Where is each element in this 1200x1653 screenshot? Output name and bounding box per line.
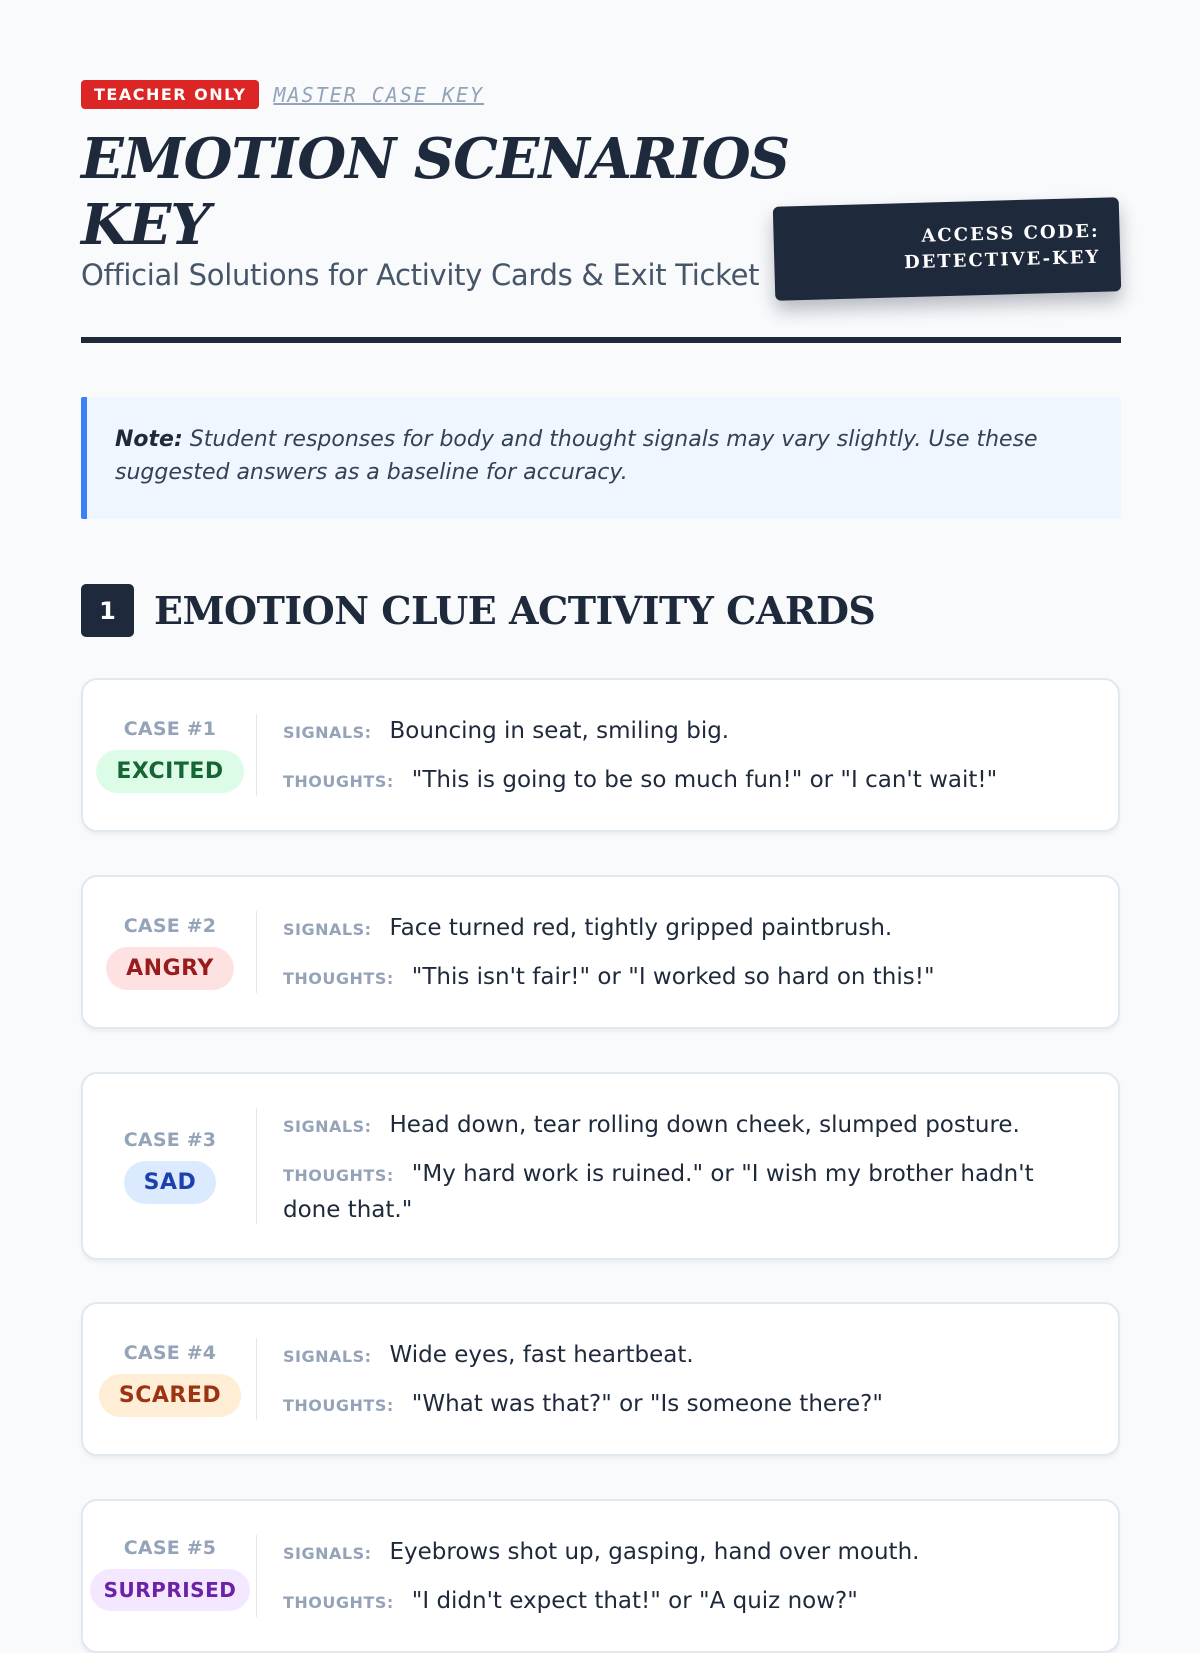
page-subtitle: Official Solutions for Activity Cards & Exit Ticket <box>81 258 760 292</box>
case-details <box>283 714 1088 799</box>
card-divider <box>256 1108 257 1224</box>
card-divider <box>256 1338 257 1420</box>
case-details <box>283 1108 1088 1228</box>
case-header <box>83 680 257 830</box>
signals-label: SIGNALS: <box>283 1347 372 1366</box>
signals-label: SIGNALS: <box>283 1544 372 1563</box>
thoughts-text: "This is going to be so much fun!" or "I can't wait!" <box>411 767 998 793</box>
section-number: 1 <box>81 584 134 637</box>
page-title <box>81 126 801 258</box>
card-divider <box>256 714 257 796</box>
section-title: EMOTION CLUE ACTIVITY CARDS <box>154 588 876 633</box>
note-callout <box>81 397 1121 519</box>
case-card-1 <box>81 678 1120 832</box>
answer-key-page <box>81 0 1121 1614</box>
case-header <box>83 877 257 1027</box>
thoughts-row <box>283 960 1088 996</box>
signals-label: SIGNALS: <box>283 723 372 742</box>
case-number: CASE #5 <box>123 1537 217 1559</box>
case-card-2 <box>81 875 1120 1029</box>
thoughts-row <box>283 1387 1088 1423</box>
signals-label: SIGNALS: <box>283 920 372 939</box>
thoughts-label: THOUGHTS: <box>283 772 394 791</box>
header-divider <box>81 337 1121 343</box>
master-case-key-label: MASTER CASE KEY <box>273 82 485 107</box>
case-details <box>283 1338 1088 1423</box>
card-divider <box>256 911 257 993</box>
case-number: CASE #4 <box>123 1341 217 1364</box>
signals-text: Head down, tear rolling down cheek, slumped posture. <box>389 1112 1020 1138</box>
case-card-3 <box>81 1072 1120 1260</box>
case-details <box>283 1535 1088 1620</box>
signals-text: Face turned red, tightly gripped paintbrush. <box>389 915 893 941</box>
title-line-2: KEY <box>81 192 210 258</box>
teacher-only-badge: TEACHER ONLY <box>81 80 259 109</box>
signals-text: Bouncing in seat, smiling big. <box>389 718 730 744</box>
thoughts-text: "What was that?" or "Is someone there?" <box>411 1391 883 1417</box>
case-card-5 <box>81 1499 1120 1653</box>
case-number: CASE #3 <box>123 1128 217 1151</box>
thoughts-text: "I didn't expect that!" or "A quiz now?" <box>411 1588 858 1614</box>
emotion-tag: SURPRISED <box>90 1569 251 1611</box>
thoughts-label: THOUGHTS: <box>283 969 394 988</box>
emotion-tag: EXCITED <box>96 750 243 793</box>
case-header <box>83 1304 257 1454</box>
signals-row <box>283 1108 1088 1144</box>
thoughts-row <box>283 1157 1088 1228</box>
emotion-tag: SAD <box>124 1161 217 1204</box>
signals-text: Wide eyes, fast heartbeat. <box>389 1342 694 1368</box>
note-label: Note: <box>115 427 183 452</box>
card-divider <box>256 1535 257 1617</box>
signals-row <box>283 1535 1088 1571</box>
thoughts-row <box>283 1584 1088 1620</box>
access-code-card <box>773 197 1121 301</box>
case-header <box>83 1074 257 1258</box>
signals-row <box>283 714 1088 750</box>
emotion-tag: SCARED <box>99 1374 241 1417</box>
case-details <box>283 911 1088 996</box>
thoughts-label: THOUGHTS: <box>283 1593 394 1612</box>
note-text: Student responses for body and thought signals may vary slightly. Use these suggested answers as a baseline for accuracy. <box>115 427 1038 485</box>
thoughts-text: "My hard work is ruined." or "I wish my brother hadn't done that." <box>283 1161 1034 1223</box>
thoughts-text: "This isn't fair!" or "I worked so hard on this!" <box>411 964 935 990</box>
signals-row <box>283 1338 1088 1374</box>
emotion-tag: ANGRY <box>106 947 234 990</box>
case-number: CASE #1 <box>123 717 217 740</box>
case-header <box>83 1501 257 1651</box>
case-card-4 <box>81 1302 1120 1456</box>
signals-text: Eyebrows shot up, gasping, hand over mouth. <box>389 1539 920 1565</box>
thoughts-label: THOUGHTS: <box>283 1166 394 1185</box>
thoughts-label: THOUGHTS: <box>283 1396 394 1415</box>
access-code-label: ACCESS CODE: <box>921 220 1100 247</box>
case-number: CASE #2 <box>123 914 217 937</box>
thoughts-row <box>283 763 1088 799</box>
signals-row <box>283 911 1088 947</box>
header-tagline <box>81 80 484 109</box>
signals-label: SIGNALS: <box>283 1117 372 1136</box>
section-heading <box>81 584 875 637</box>
title-line-1: EMOTION SCENARIOS <box>81 126 790 192</box>
access-code-value: DETECTIVE-KEY <box>903 246 1101 274</box>
